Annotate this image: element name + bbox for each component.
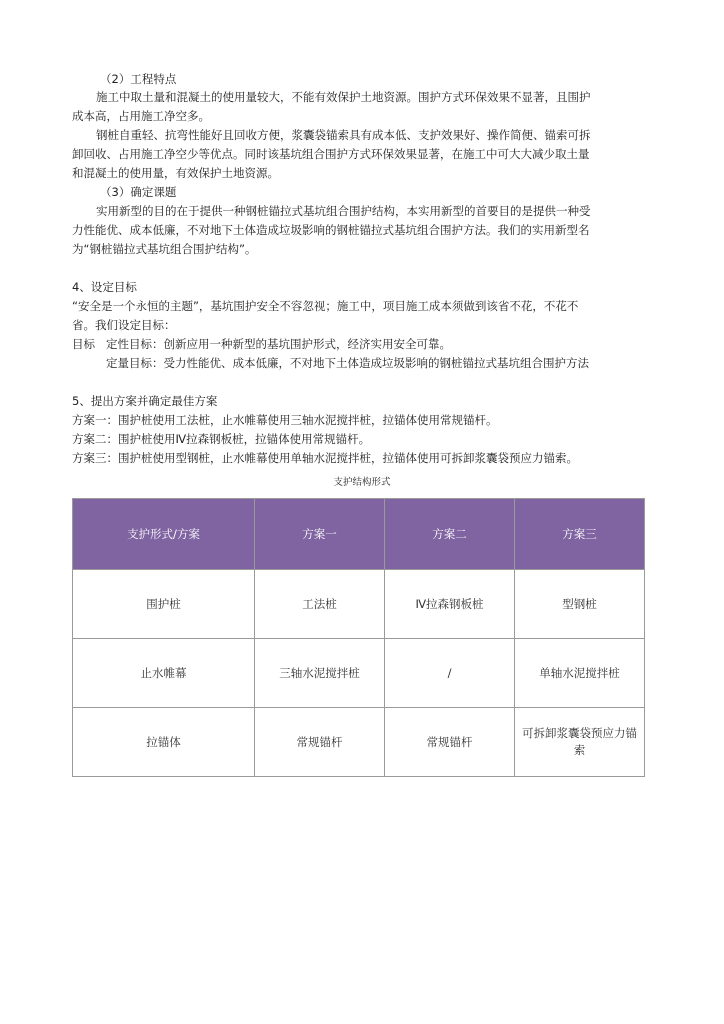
plan-two: 方案二：围护桩使用Ⅳ拉森钢板桩，拉锚体使用常规锚杆。 [72,432,371,446]
paragraph-line: 为“钢桩锚拉式基坑组合围护结构”。 [72,242,257,256]
header-cell: 方案三 [515,499,645,570]
paragraph-line: 卸回收、占用施工净空少等优点。同时该基坑组合围护方式环保效果显著，在施工中可大大减少取土量 [72,147,590,161]
table-cell: 拉锚体 [73,708,255,777]
table-caption: 支护结构形式 [333,477,391,488]
table-cell: 三轴水泥搅拌桩 [255,639,385,708]
header-cell: 方案一 [255,499,385,570]
table-cell: 止水帷幕 [73,639,255,708]
table-row [73,708,645,777]
heading-topic: （3）确定课题 [100,185,177,199]
paragraph-line: 实用新型的目的在于提供一种钢桩锚拉式基坑组合围护结构，本实用新型的首要目的是提供一种受 [96,204,591,218]
paragraph-line: 力性能优、成本低廉，不对地下土体造成垃圾影响的钢桩锚拉式基坑组合围护方法。我们的实用新型名 [72,223,590,237]
table-row [73,570,645,639]
table-header-row [73,499,645,570]
header-cell: 方案二 [385,499,515,570]
goal-label: 目标 [72,337,95,351]
support-structure-table [72,498,645,777]
heading-set-goals: 4、设定目标 [72,280,137,294]
paragraph-line: 和混凝土的使用量，有效保护土地资源。 [72,166,279,180]
heading-plans: 5、提出方案并确定最佳方案 [72,394,218,408]
plan-three: 方案三：围护桩使用型钢桩，止水帷幕使用单轴水泥搅拌桩，拉锚体使用可拆卸浆囊袋预应力锚索。 [72,451,578,465]
table-cell: 单轴水泥搅拌桩 [515,639,645,708]
paragraph-line: 钢桩自重轻、抗弯性能好且回收方便，浆囊袋锚索具有成本低、支护效果好、操作简便、锚索可拆 [96,128,591,142]
table-cell: / [385,639,515,708]
table-cell: 型钢桩 [515,570,645,639]
paragraph-line: 省。我们设定目标： [72,318,176,332]
header-cell: 支护形式/方案 [73,499,255,570]
table-cell: Ⅳ拉森钢板桩 [385,570,515,639]
table-row [73,639,645,708]
table-cell: 可拆卸浆囊袋预应力锚索 [515,708,645,777]
table-cell: 围护桩 [73,570,255,639]
paragraph-line: “安全是一个永恒的主题”，基坑围护安全不容忽视；施工中，项目施工成本须做到该省不花，不花不 [72,299,579,313]
heading-project-features: （2）工程特点 [100,72,177,86]
quantitative-goal: 定量目标：受力性能优、成本低廉，不对地下土体造成垃圾影响的钢桩锚拉式基坑组合围护方法 [106,356,589,370]
paragraph-line: 施工中取土量和混凝土的使用量较大，不能有效保护土地资源。围护方式环保效果不显著，且围护 [96,90,591,104]
table-cell: 常规锚杆 [385,708,515,777]
table-cell: 工法桩 [255,570,385,639]
plan-one: 方案一：围护桩使用工法桩，止水帷幕使用三轴水泥搅拌桩，拉锚体使用常规锚杆。 [72,413,498,427]
qualitative-goal: 定性目标：创新应用一种新型的基坑围护形式，经济实用安全可靠。 [106,337,451,351]
table-cell: 常规锚杆 [255,708,385,777]
paragraph-line: 成本高，占用施工净空多。 [72,109,210,123]
